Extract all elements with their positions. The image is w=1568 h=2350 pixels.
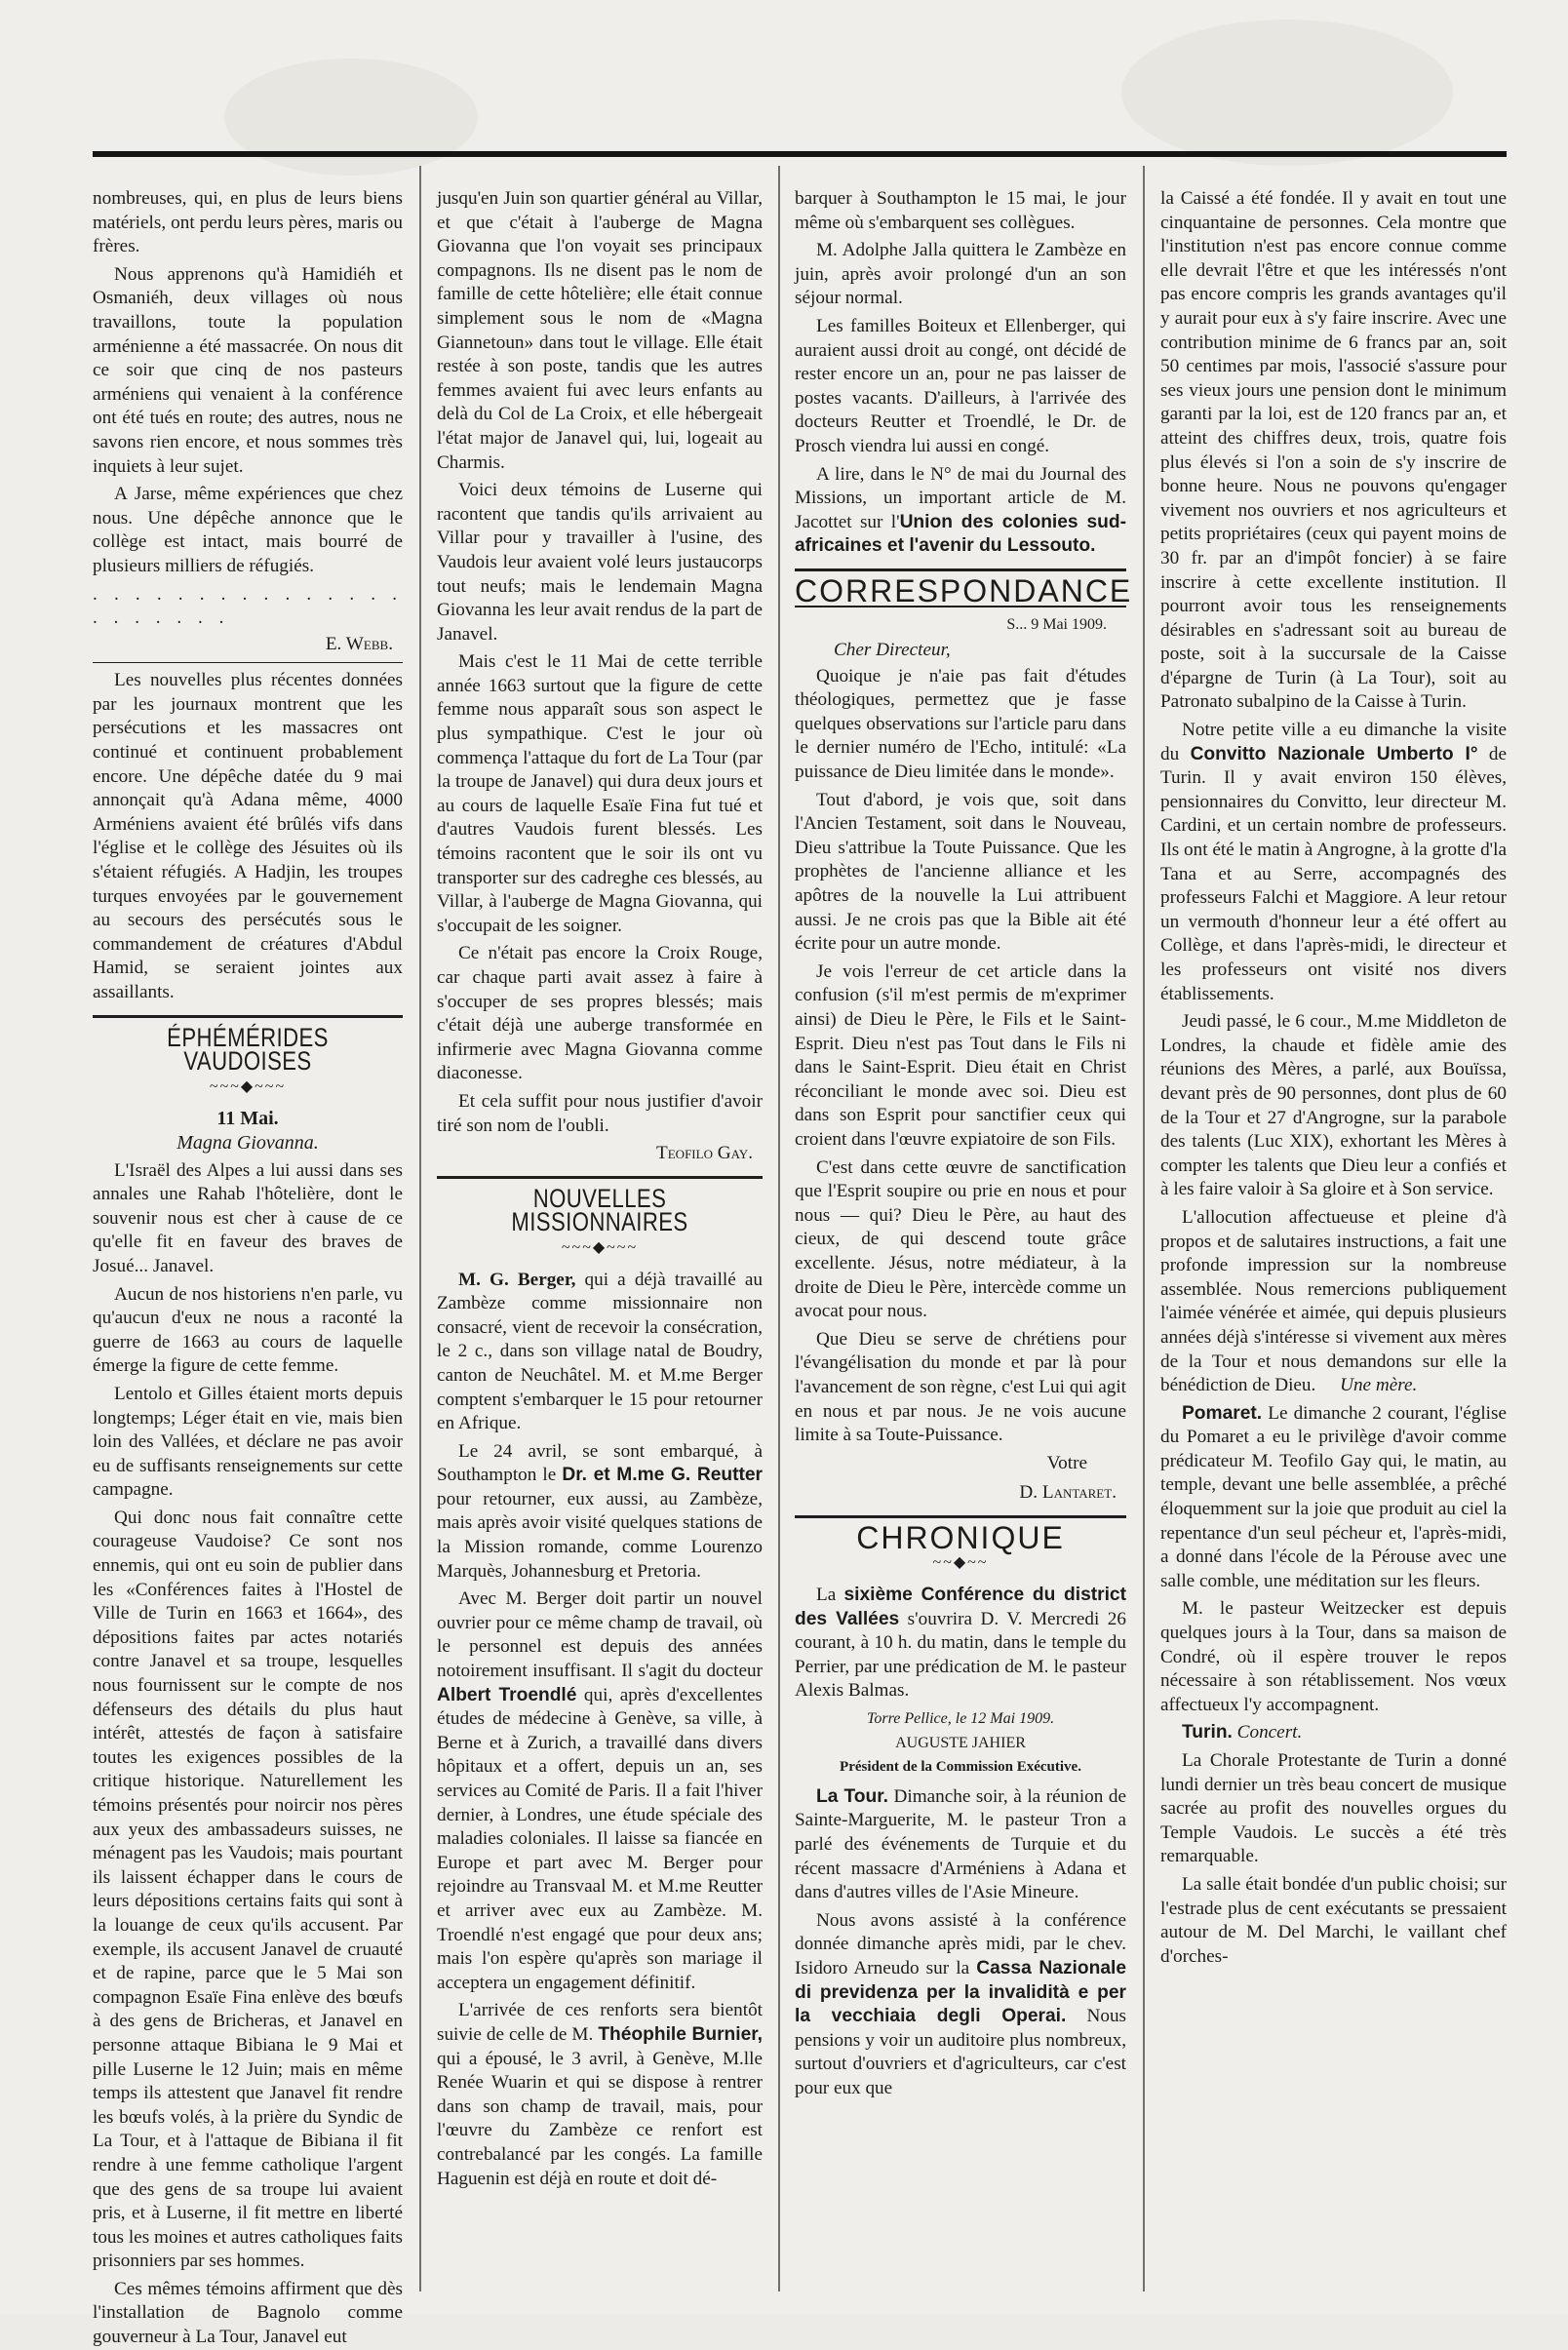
paragraph: A lire, dans le N° de mai du Journal des Missions, un important article de M. Jacottet sur l'Union des colonies sud-africaines et l'avenir du Lessouto.	[795, 463, 1126, 557]
column-divider	[778, 166, 780, 2291]
ornament-icon: ~~~◆~~~	[209, 1077, 287, 1095]
column-1	[93, 187, 403, 2348]
paragraph: L'Israël des Alpes a lui aussi dans ses annales une Rahab l'hôtelière, dont le souvenir nous est cher à cause de ce qu'elle fit en faveur des braves de Josué... Janavel.	[93, 1159, 403, 1276]
paragraph: La Tour. Dimanche soir, à la réunion de Sainte-Marguerite, M. le pasteur Tron a parlé des événements de Turquie et du récent massacre d'Arméniens à Adana et dans d'autres villes de l'Asie Mineure.	[795, 1785, 1126, 1903]
paragraph: Ces mêmes témoins affirment que dès l'installation de Bagnolo comme gouverneur à La Tour, Janavel eut	[93, 2278, 403, 2348]
paragraph	[1160, 1721, 1507, 1745]
signature: Une mère.	[1340, 1375, 1418, 1396]
header-rule	[93, 151, 1507, 157]
paragraph: Lentolo et Gilles étaient morts depuis longtemps; Léger était en vie, mais bien loin des Vallées, et déclare ne pas avoir eu de suffisants renseignements sur cette campagne.	[93, 1383, 403, 1501]
paragraph: Mais c'est le 11 Mai de cette terrible année 1663 surtout que la figure de cette femme nous apparaît sous son aspect le plus sympathique. C'est le jour où commença l'attaque du fort de La Tour (par la troupe de Janavel) qui dura deux jours et au cours de laquelle Esaïe Fina fut tué et d'autres Vaudois furent blessés. Les témoins racontent que le soir ils ont vu transporter sur des cadreghe ces blessés, au Villar, à l'auberge de Magna Giovanna, qui s'occupait de les soigner.	[437, 651, 763, 936]
signature: E. Webb.	[325, 633, 393, 654]
ornament-icon: ~~◆~~	[932, 1554, 989, 1572]
institution-name: Cassa Nazionale di previdenza per la invalidità e per la vecchiaia degli Operai.	[795, 1957, 1126, 2027]
ellipsis-line: . . . . . . . . . . . . . . . . . . . . . .	[93, 583, 403, 629]
paragraph: Et cela suffit pour nous justifier d'avoir tiré son nom de l'oubli.	[437, 1090, 763, 1136]
paragraph: Notre petite ville a eu dimanche la visite du Convitto Nazionale Umberto I° de Turin. Il y avait environ 150 élèves, pensionnaires du Convitto, leur directeur M. Cardini, et un certain nombre de professeurs. Ils ont été le matin à Angrogne, à la grotte d'la Tana et au Serre, accompagnés des professeurs Falchi et Maggiore. A leur retour un vermouth d'honneur leur a été offert au Collège, et dans l'après-midi, le directeur et les professeurs ont visité nos divers établissements.	[1160, 720, 1508, 1004]
paper-stain	[1121, 20, 1453, 166]
place-heading: La Tour.	[816, 1785, 888, 1807]
paragraph: Jeudi passé, le 6 cour., M.me Middleton de Londres, la chaude et fidèle amie des réunions des Mères, a parlé, aux Bouïssa, devant près de 90 personnes, dont plus de 60 de la Tour et 27 d'Angrogne, sur la parabole des talents (Luc XIX), exhortant les Mères à compter les talents que Dieu leur a confiés et à les faire valoir à Sa gloire et à Son service.	[1160, 1011, 1507, 1200]
place-date: Torre Pellice, le 12 Mai 1909.	[866, 1710, 1055, 1728]
paragraph: Ce n'était pas encore la Croix Rouge, car chaque parti avait assez à faire à s'occuper de ses propres blessés; mais c'était déjà une auberge transformée en infirmerie avec Magna Giovanna comme diaconesse.	[437, 943, 763, 1084]
date-heading: 11 Mai.	[216, 1108, 279, 1130]
column-divider	[419, 166, 421, 2291]
section-title: ÉPHÉMÉRIDES VAUDOISES	[167, 1022, 329, 1077]
section-rule	[437, 1176, 763, 1179]
section-title: NOUVELLES MISSIONNAIRES	[511, 1183, 688, 1237]
paragraph: Voici deux témoins de Luserne qui racontent que tandis qu'ils arrivaient au Villar pour y travailler à l'usine, des Vaudois leur avaient volé leurs justaucorps tout neufs; mais le lendemain Magna Giovanna les leur avait rendus de la part de Janavel.	[437, 480, 763, 645]
paragraph: Nous apprenons qu'à Hamidiéh et Osmaniéh, deux villages où nous travaillons, toute la population arménienne a été massacrée. On nous dit ce soir que cinq de nos pasteurs arméniens qui venaient à la conférence ont été tués en route; des autres, nous ne savons rien encore, et nous sommes très inquiets à leur sujet.	[93, 263, 403, 477]
paragraph: Avec M. Berger doit partir un nouvel ouvrier pour ce même champ de travail, où le personnel est depuis des années notoirement insuffisant. Il s'agit du docteur Albert Troendlé qui, après d'excellentes études de médecine à Genève, sa ville, à Berne et à Zurich, a travaillé dans divers hôpitaux et a offert, depuis un an, ses services au Comité de Paris. Il a fait l'hiver dernier, à Londres, une étude spéciale des maladies coloniales. Il laisse sa fiancée en Europe et part avec M. Berger pour rejoindre au Transvaal M. et M.me Reutter et arriver avec eux au Zambèze. M. Troendlé n'est engagé que pour deux ans; mais l'on espère qu'après son mariage il acceptera un engagement définitif.	[437, 1588, 764, 1993]
paragraph: Je vois l'erreur de cet article dans la confusion (s'il m'est permis de m'exprimer ainsi) de Dieu le Père, le Fils et le Saint-Esprit. Dieu n'est pas Tout dans le Fils ni dans le Saint-Esprit. Dieu était en Christ réconciliant le monde avec soi. Dieu est dans son Esprit pour sanctifier ceux qui croient dans l'œuvre expiatoire de son Fils.	[795, 960, 1126, 1150]
paper-stain	[224, 59, 478, 176]
paragraph: Le 24 avril, se sont embarqué, à Southampton le Dr. et M.me G. Reutter pour retourner, eux aussi, au Zambèze, mais après avoir visité quelques stations de la Mission romande, comme Lourenzo Marquès, Johannesburg et Pretoria.	[437, 1440, 763, 1582]
place-heading: Pomaret.	[1182, 1402, 1263, 1424]
section-rule	[93, 1015, 403, 1018]
section-title: CHRONIQUE	[856, 1519, 1065, 1555]
paragraph: L'allocution affectueuse et pleine d'à propos et de salutaires instructions, a fait une profonde impression sur la nombreuse assemblée. Nous remercions publiquement l'aimée vénérée et aimée, qui depuis plusieurs années déjà s'intéresse si vivement aux mères de la Tour et nous demandons sur elle la bénédiction de Dieu. Une mère.	[1160, 1206, 1507, 1396]
signatory-name: AUGUSTE JAHIER	[895, 1734, 1026, 1751]
paragraph: La sixième Conférence du district des Vallées s'ouvrira D. V. Mercredi 26 courant, à 10 h. du matin, dans le temple du Perrier, par une prédication de M. le pasteur Alexis Balmas.	[795, 1585, 1126, 1702]
section-rule	[795, 568, 1126, 571]
sub-heading: Concert.	[1236, 1722, 1303, 1743]
signature: D. Lantaret.	[1019, 1482, 1117, 1504]
paragraph: jusqu'en Juin son quartier général au Villar, et que c'était à l'auberge de Magna Giovanna que l'on voyait ses principaux compagnons. Ils ne disent pas le nom de famille de cette hôtelière; elle était connue simplement sous le nom de «Magna Giannetoun» dans tout le village. Elle était restée à son poste, tandis que les autres femmes avaient fui avec leurs enfants au delà du Col de La Croix, et elle hébergeait l'état major de Janavel qui, lui, logeait au Charmis.	[437, 188, 763, 473]
person-name: Théophile Burnier,	[598, 2023, 763, 2045]
paragraph: La Chorale Protestante de Turin a donné lundi dernier un très beau concert de musique sacrée au profit des nouvelles orgues du Temple Vaudois. Le succès a été très remarquable.	[1160, 1750, 1507, 1867]
paragraph: Que Dieu se serve de chrétiens pour l'évangélisation du monde et par là pour l'avancement de son règne, c'est Lui qui agit en nous et par nous. Je ne vois aucune limite à sa Toute-Puissance.	[795, 1328, 1126, 1446]
paragraph: M. G. Berger, qui a déjà travaillé au Zambèze comme missionnaire non consacré, vient de recevoir la consécration, le 2 c., dans son village natal de Boudry, canton de Neuchâtel. M. et M.me Berger comptent s'embarquer le 15 pour retourner en Afrique.	[437, 1269, 763, 1434]
article-subject: Magna Giovanna.	[176, 1131, 319, 1154]
paragraph: A Jarse, même expériences que chez nous. Une dépêche annonce que le collège est intact, mais bourré de plusieurs milliers de réfugiés.	[93, 484, 403, 576]
salutation: Cher Directeur,	[834, 640, 951, 661]
institution-name: Convitto Nazionale Umberto I°	[1190, 743, 1478, 764]
paragraph: Quoique je n'aie pas fait d'études théologiques, permettez que je fasse quelques observations sur l'article paru dans le dernier numéro de l'Echo, intitulé: «La puissance de Dieu limitée dans le monde».	[795, 665, 1126, 783]
paragraph: Pomaret. Le dimanche 2 courant, l'église du Pomaret a eu le privilège d'avoir comme prédicateur M. Teofilo Gay qui, le matin, au temple, devant une belle assemblée, a prêché éloquemment sur la joie que produit au ciel la repentance d'un seul pécheur et, l'après-midi, a donné dans l'école de la Pérouse avec une salle comble, une méditation sur les fleurs.	[1160, 1402, 1507, 1591]
section-title: CORRESPONDANCE	[795, 572, 1133, 608]
paragraph: la Caissé a été fondée. Il y avait en tout une cinquantaine de personnes. Cela montre que l'institution n'est pas encore connue comme elle devrait l'être et que les intéressés n'ont pas encore compris les grands avantages qu'il y aurait pour eux à s'y faire inscrire. Avec une contribution minime de 6 francs par an, soit 50 centimes par mois, l'associé s'assure pour ses vieux jours une pension dont le minimum garanti par la loi, est de 120 francs par an, et atteint des chiffres deux, trois, quatre fois plus élevés si l'on a soin de s'y inscrire de bonne heure. Nous ne pouvons qu'engager vivement nos ouvriers et nos agriculteurs et petits propriétaires (ceux qui payent moins de 30 fr. par an d'impôt foncier) à se faire inscrire à cette excellente institution. Il pourront avoir tous les renseignements désirables en s'adressant soit au bureau de poste, soit à la succursale de la Caisse d'épargne de Turin (à La Tour), soit au Patronato subalpino de la Caisse à Turin.	[1160, 188, 1507, 713]
column-3	[795, 187, 1133, 2293]
paragraph: Tout d'abord, je vois que, soit dans l'Ancien Testament, soit dans le Nouveau, Dieu s'attribue la Toute Puissance. Que les prophètes de l'ancienne alliance et les apôtres de la nouvelle la Lui attribuent aussi. Je ne crois pas que la Bible ait été écrite pour un autre monde.	[795, 789, 1126, 955]
person-name: M. G. Berger,	[458, 1269, 576, 1290]
paragraph: barquer à Southampton le 15 mai, le jour même où s'embarquent ses collègues.	[795, 188, 1126, 233]
paragraph: M. Adolphe Jalla quittera le Zambèze en juin, après avoir prolongé d'un an son séjour normal.	[795, 240, 1126, 309]
section-rule	[795, 1515, 1126, 1518]
column-2	[437, 187, 763, 2293]
closing: Votre	[1046, 1452, 1087, 1473]
divider	[93, 662, 403, 663]
paragraph: M. le pasteur Weitzecker est depuis quelques jours à la Tour, dans sa maison de Condré, où il espère trouver le repos nécessaire à son rétablissement. Nos vœux affectueux l'y accompagnent.	[1160, 1598, 1507, 1715]
signatory-role: Président de la Commission Exécutive.	[840, 1759, 1081, 1776]
signature: Teofilo Gay.	[656, 1143, 753, 1164]
paragraph: Les familles Boiteux et Ellenberger, qui auraient aussi droit au congé, ont décidé de rester encore un an, pour ne pas laisser de postes vacants. D'ailleurs, à l'arrivée des docteurs Reutter et Troendlé, le Dr. de Prosch viendra lui aussi en congé.	[795, 315, 1126, 456]
place-heading: Turin.	[1182, 1722, 1233, 1743]
column-4	[1160, 187, 1507, 2293]
paragraph: Nous avons assisté à la conférence donnée dimanche après midi, par le chev. Isidoro Arneudo sur la Cassa Nazionale di previdenza per la invalidità e per la vecchiaia degli Operai. Nous pensions y voir un auditoire plus nombreux, surtout d'ouvriers et d'agriculteurs, car c'est pour eux que	[795, 1909, 1126, 2098]
column-divider	[1143, 166, 1145, 2291]
person-name: Albert Troendlé	[437, 1684, 577, 1705]
paragraph: C'est dans cette œuvre de sanctification que l'Esprit soupire ou prie en nous et pour nous — qui? Dieu le Père, au haut des cieux, de qui descend toute grâce excellente. Jésus, notre médiateur, à la droite de Dieu le Père, intercède comme un avocat pour nous.	[795, 1156, 1126, 1322]
paragraph: L'arrivée de ces renforts sera bientôt suivie de celle de M. Théophile Burnier, qui a épousé, le 3 avril, à Genève, M.lle Renée Wuarin et qui se dispose à rentrer dans son champ de travail, mais, pour l'œuvre du Zambèze ce renfort est contrebalancé par les congés. La famille Haguenin est déjà en route et doit dé-	[437, 2000, 763, 2189]
letter-date: S... 9 Mai 1909.	[1006, 615, 1107, 633]
paragraph: Les nouvelles plus récentes données par les journaux montrent que les persécutions et les massacres ont continué et continuent probablement encore. Une dépêche datée du 9 mai annonçait qu'à Adana même, 4000 Arméniens avaient été brûlés vifs dans l'église et le collège des Jésuites où ils s'étaient réfugiés. A Hadjin, les troupes turques envoyées par le gouvernement au secours des persécutés sous le commandement de créatures d'Abdul Hamid, se seraient jointes aux assaillants.	[93, 670, 403, 1002]
paragraph: La salle était bondée d'un public choisi; sur l'estrade plus de cent exécutants se pressaient autour de M. Del Marchi, le vaillant chef d'orches-	[1160, 1873, 1507, 1967]
person-name: Dr. et M.me G. Reutter	[562, 1465, 763, 1486]
event-name: sixième Conférence du district des Vallées	[795, 1585, 1126, 1629]
paragraph: nombreuses, qui, en plus de leurs biens matériels, ont perdu leurs pères, maris ou frères.	[93, 188, 403, 257]
paragraph: Aucun de nos historiens n'en parle, vu qu'aucun d'eux ne nous a raconté la guerre de 1663 au cours de laquelle émerge la figure de cette femme.	[93, 1283, 403, 1377]
article-title: Union des colonies sud-africaines et l'avenir du Lessouto.	[795, 511, 1126, 557]
paragraph: Qui donc nous fait connaître cette courageuse Vaudoise? Ce sont nos ennemis, qui ont eu soin de publier dans les «Conférences faites à l'Hostel de Ville de Turin en 1663 et 1664», des dépositions faites par actes notariés contre Janavel et sa troupe, lesquelles nous fournissent sur le compte de nos défenseurs des détails du plus haut intérêt, attestés de façon à satisfaire toutes les exigences possibles de la critique historique. Naturellement les témoins présentés pour noircir nos pères aux yeux des ambassadeurs suisses, ne ménagent pas les Vaudois; mais pourtant ils laissent échapper dans le cours de leurs dépositions certains faits qui sont à la louange de ceux qu'ils accusent. Par exemple, ils accusent Janavel de cruauté et de rapine, parce que le 5 Mai son compagnon Esaïe Fina enlève des bœufs à des gens de Bricheras, et Janavel en personne attaque Bibiana le 9 Mai et pille Luserne le 12 Juin; mais en même temps ils attestent que Janavel fit rendre les bœufs volés, à la prière du Syndic de La Tour, et à l'attaque de Bibiana il fit rendre à une femme catholique l'argent que des gens de sa troupe lui avaient pris, et à Luserne, il fit mettre en liberté tous les moines et autres catholiques faits prisonniers par ses hommes.	[93, 1507, 403, 2272]
ornament-icon: ~~~◆~~~	[561, 1238, 639, 1256]
